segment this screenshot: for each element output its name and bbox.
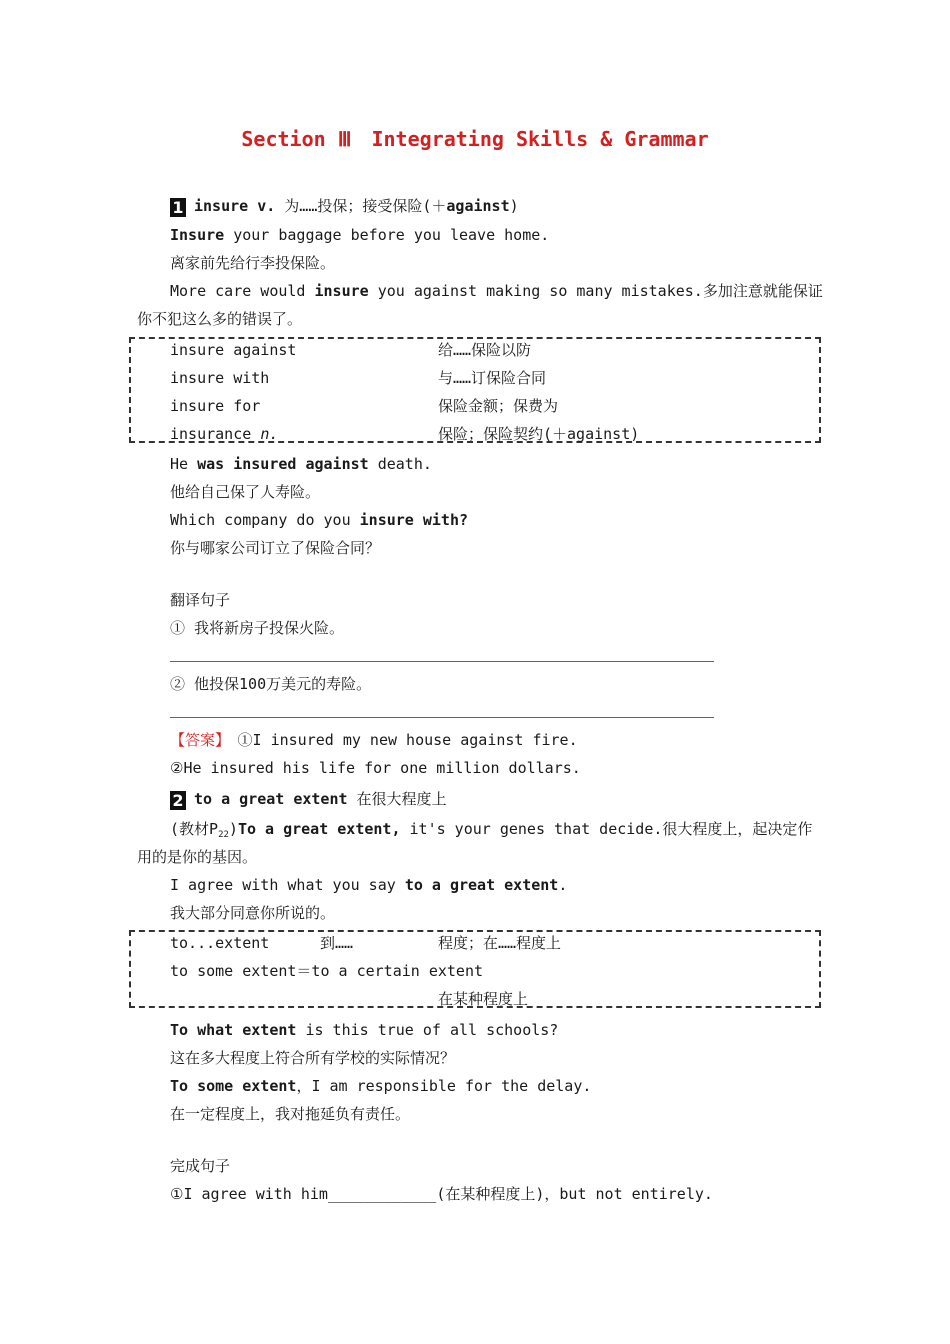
example-sentence: Which company do you insure with? <box>170 511 469 529</box>
phrase-cn: 程度；在……程度上 <box>438 934 562 952</box>
answer-blank[interactable]: ____________ <box>327 1185 437 1203</box>
phrase-cn: 到…… <box>320 934 354 952</box>
example-translation: 我大部分同意你所说的。 <box>170 904 336 922</box>
item1-heading: 1 insure v. 为……投保；接受保险(＋against) <box>170 196 519 217</box>
task-label: 翻译句子 <box>170 591 231 609</box>
item-number-badge: 2 <box>170 791 186 810</box>
question: ①I agree with him____________(在某种程度上)，but not entirely. <box>170 1185 713 1203</box>
example-sentence: I agree with what you say to a great extent. <box>170 876 568 894</box>
item-number-badge: 1 <box>170 198 186 217</box>
answer-label: 【答案】 <box>170 731 223 749</box>
example-translation: 你不犯这么多的错误了。 <box>137 310 303 328</box>
phrase-en: to...extent <box>170 934 270 952</box>
task-label: 完成句子 <box>170 1157 231 1175</box>
question: ② 他投保100万美元的寿险。 <box>170 675 372 693</box>
phrase-en: insure against <box>170 341 297 359</box>
page-title: Section Ⅲ Integrating Skills & Grammar <box>241 127 709 151</box>
phrase-cn: 保险；保险契约(＋against) <box>438 425 640 443</box>
example-translation: 他给自己保了人寿险。 <box>170 483 321 501</box>
answer-line[interactable] <box>170 717 714 718</box>
example-sentence: He was insured against death. <box>170 455 432 473</box>
example-sentence: To some extent，I am responsible for the delay. <box>170 1077 592 1095</box>
example-translation: 离家前先给行李投保险。 <box>170 254 336 272</box>
answer: 【答案】 ①I insured my new house against fire. <box>170 731 578 749</box>
example-translation: 在一定程度上，我对拖延负有责任。 <box>170 1105 411 1123</box>
phrase-en: insure with <box>170 369 270 387</box>
example-sentence: Insure your baggage before you leave home. <box>170 226 550 244</box>
example-translation: 这在多大程度上符合所有学校的实际情况？ <box>170 1049 456 1067</box>
phrase-en: to some extent＝to a certain extent <box>170 962 484 980</box>
phrase-cn: 与……订保险合同 <box>438 369 547 387</box>
phrase-cn: 给……保险以防 <box>438 341 532 359</box>
example-translation: 你与哪家公司订立了保险合同？ <box>170 539 381 557</box>
phrase-cn: 在某种程度上 <box>438 990 529 1008</box>
example-sentence: (教材$P_{22})To$ a great extent, it's your genes that decide.很大程度上，起决定作 <box>170 820 813 840</box>
item2-heading: 2 to a great extent 在很大程度上 <box>170 789 447 810</box>
example-sentence: More care would insure you against making so many mistakes.多加注意就能保证 <box>170 282 823 300</box>
answer: ②He insured his life for one million dollars. <box>170 759 581 777</box>
phrase-en: insurance n. <box>170 425 279 443</box>
example-sentence: To what extent is this true of all schools? <box>170 1021 559 1039</box>
phrase-cn: 保险金额；保费为 <box>438 397 559 415</box>
answer-line[interactable] <box>170 661 714 662</box>
question: ① 我将新房子投保火险。 <box>170 619 345 637</box>
phrase-en: insure for <box>170 397 261 415</box>
example-translation: 用的是你的基因。 <box>137 848 258 866</box>
